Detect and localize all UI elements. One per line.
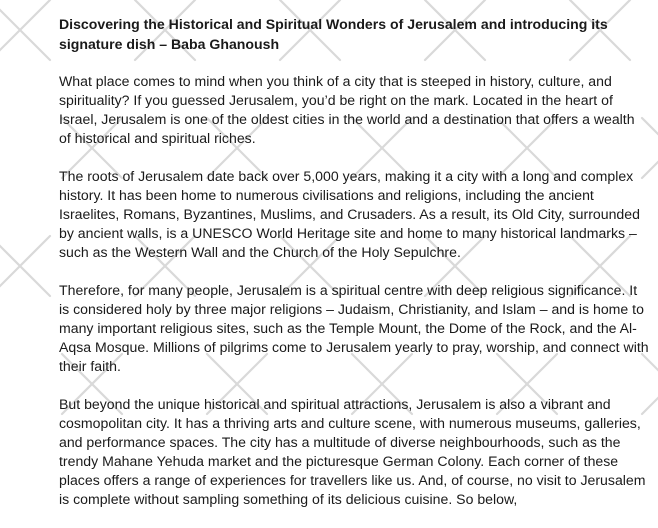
- document-body: [59, 10, 649, 528]
- watermark-stroke: [0, 236, 50, 296]
- paragraph-history: The roots of Jerusalem date back over 5,000 years, making it a city with a long and complex history. It has been home to numerous civilisations and religions, including the ancient Israelites, Romans, Byzantines, Muslims, and Crusaders. As a result, its Old City, surrounded by ancient walls, is a UNESCO World Heritage site and home to many historical landmarks – such as the Western Wall and the Church of the Holy Sepulchre.: [59, 168, 640, 260]
- watermark-stroke: [0, 0, 50, 60]
- watermark-stroke: [0, 236, 50, 296]
- paragraph-intro: What place comes to mind when you think of a city that is steeped in history, culture, and spirituality? If you guessed Jerusalem, you’d be right on the mark. Located in the heart of Israel, Jerusalem is one of the oldest cities in the world and a destination that offers a wealth of historical and spiritual riches.: [59, 73, 635, 146]
- paragraph-spiritual: Therefore, for many people, Jerusalem is a spiritual centre with deep religious significance. It is considered holy by three major religions – Judaism, Christianity, and Islam – and is home to many important religious sites, such as the Temple Mount, the Dome of the Rock, and the Al-Aqsa Mosque. Millions of pilgrims come to Jerusalem yearly to pray, worship, and connect with their faith.: [59, 282, 649, 374]
- document-title: Discovering the Historical and Spiritual Wonders of Jerusalem and introducing its signature dish – Baba Ghanoush: [59, 16, 608, 52]
- watermark-stroke: [0, 0, 50, 60]
- paragraph-city-life: But beyond the unique historical and spiritual attractions, Jerusalem is also a vibrant and cosmopolitan city. It has a thriving arts and culture scene, with numerous museums, galleries, and performance spaces. The city has a multitude of diverse neighbourhoods, such as the trendy Mahane Yehuda market and the picturesque German Colony. Each corner of these places offers a range of experiences for travellers like us. And, of course, no visit to Jerusalem is complete without sampling something of its delicious cuisine. So below,: [59, 396, 646, 507]
